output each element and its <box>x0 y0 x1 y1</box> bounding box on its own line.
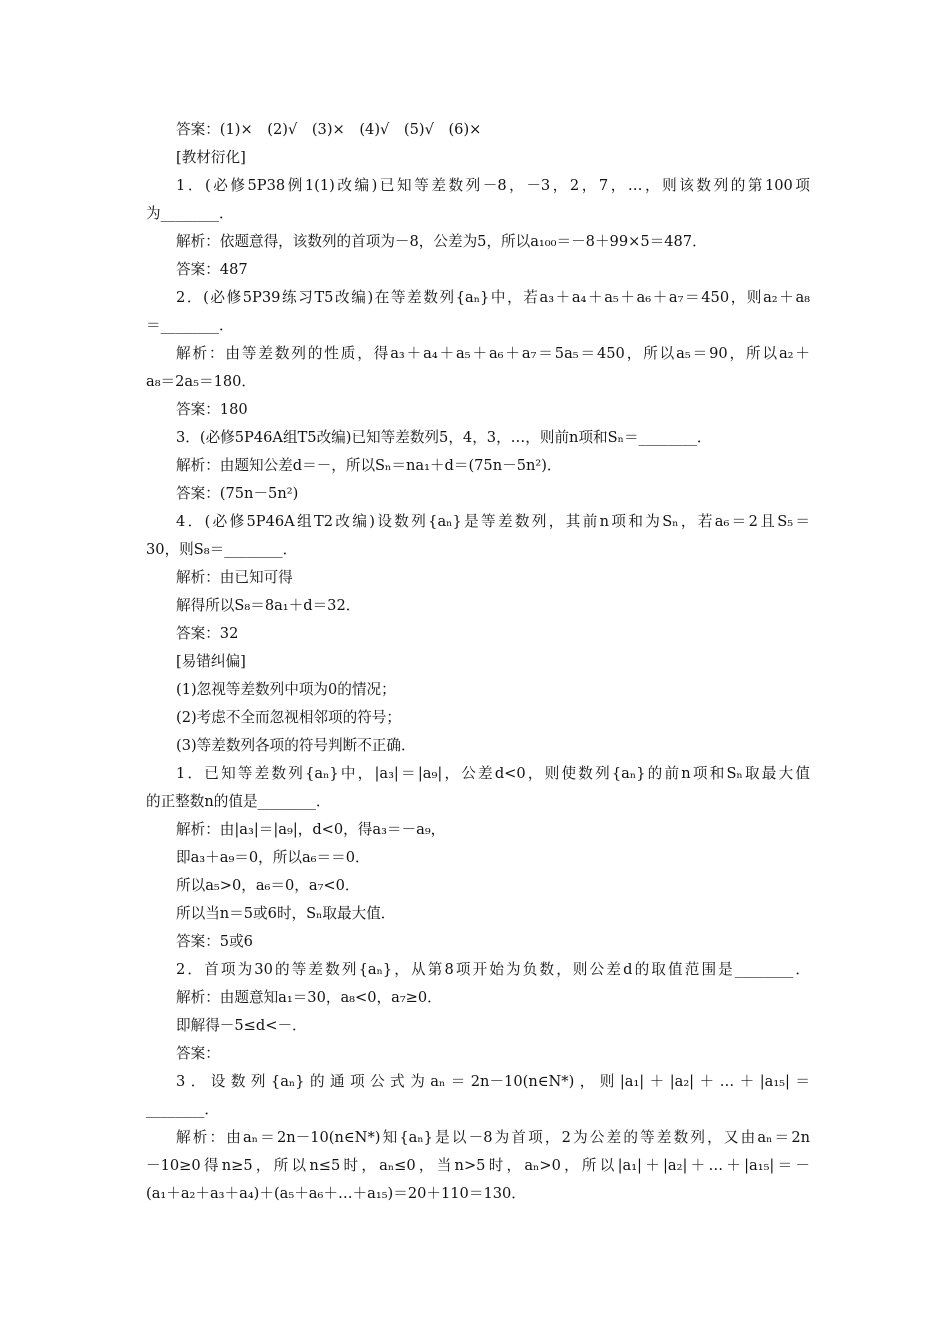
text-line: 答案：180 <box>176 401 248 418</box>
text-line: 1．(必修5P38例1(1)改编)已知等差数列－8，－3，2，7，…，则该数列的第100项 <box>176 177 810 194</box>
text-line: (1)忽视等差数列中项为0的情况； <box>176 681 396 698</box>
text-line: 1．已知等差数列{aₙ}中，|a₃|＝|a₉|，公差d<0，则使数列{aₙ}的前n项和Sₙ取最大值 <box>176 765 810 782</box>
text-line: 答案：(75n－5n²) <box>176 485 299 502</box>
text-line: 答案：(1)× (2)√ (3)× (4)√ (5)√ (6)× <box>176 121 482 138</box>
text-line: －10≥0得n≥5，所以n≤5时，aₙ≤0，当n>5时，aₙ>0，所以|a₁|＋|a₂|＋…＋|a₁₅|＝－ <box>146 1157 810 1174</box>
text-line: 所以a₅>0，a₆＝0，a₇<0． <box>176 877 360 894</box>
text-line: 答案：32 <box>176 625 239 642</box>
text-line: 解析：依题意得，该数列的首项为－8，公差为5，所以a₁₀₀＝－8＋99×5＝487． <box>176 233 707 250</box>
text-line: [易错纠偏] <box>176 653 246 670</box>
text-line: 所以当n＝5或6时，Sₙ取最大值． <box>176 905 396 922</box>
text-line: 解得所以S₈＝8a₁＋d＝32． <box>176 597 361 614</box>
text-line: 即解得－5≤d<－． <box>176 1017 307 1034</box>
text-line: 的正整数n的值是________． <box>146 793 331 810</box>
text-line: ＝________． <box>146 317 234 334</box>
text-line: 即a₃＋a₉＝0，所以a₆＝＝0． <box>176 849 370 866</box>
text-line: 2．首项为30的等差数列{aₙ}，从第8项开始为负数，则公差d的取值范围是________． <box>176 961 810 978</box>
text-line: 答案：5或6 <box>176 933 253 950</box>
text-line: 解析：由等差数列的性质，得a₃＋a₄＋a₅＋a₆＋a₇＝5a₅＝450，所以a₅＝90，所以a₂＋ <box>176 345 810 362</box>
text-line: 解析：由|a₃|＝|a₉|，d<0，得a₃＝－a₉， <box>176 821 446 838</box>
text-line: 2．(必修5P39练习T5改编)在等差数列{aₙ}中，若a₃＋a₄＋a₅＋a₆＋a₇＝450，则a₂＋a₈ <box>176 289 810 306</box>
text-line: a₈＝2a₅＝180． <box>146 373 257 390</box>
text-line: 30，则S₈＝________． <box>146 541 298 558</box>
text-line: 解析：由题知公差d＝－，所以Sₙ＝na₁＋d＝(75n－5n²)． <box>176 457 562 474</box>
text-line: [教材衍化] <box>176 149 246 166</box>
text-line: 3．(必修5P46A组T5改编)已知等差数列5，4，3，…，则前n项和Sₙ＝________． <box>176 429 712 446</box>
text-line: ________． <box>146 1101 219 1118</box>
text-line: 答案：487 <box>176 261 248 278</box>
text-line: 解析：由题意知a₁＝30，a₈<0，a₇≥0． <box>176 989 442 1006</box>
text-line: 为________． <box>146 205 234 222</box>
text-line: (a₁＋a₂＋a₃＋a₄)＋(a₅＋a₆＋…＋a₁₅)＝20＋110＝130． <box>146 1185 526 1202</box>
text-line: 解析：由已知可得 <box>176 569 293 586</box>
text-line: 4．(必修5P46A组T2改编)设数列{aₙ}是等差数列，其前n项和为Sₙ，若a₆＝2且S₅＝ <box>176 513 810 530</box>
text-line: (3)等差数列各项的符号判断不正确． <box>176 737 416 754</box>
text-line: (2)考虑不全而忽视相邻项的符号； <box>176 709 401 726</box>
text-line: 答案： <box>176 1045 220 1062</box>
text-line: 解析：由aₙ＝2n－10(n∈N*)知{aₙ}是以－8为首项，2为公差的等差数列，又由aₙ＝2n <box>176 1129 810 1146</box>
text-line: 3．设数列{aₙ}的通项公式为aₙ＝2n－10(n∈N*)，则|a₁|＋|a₂|＋…＋|a₁₅|＝ <box>176 1073 810 1090</box>
